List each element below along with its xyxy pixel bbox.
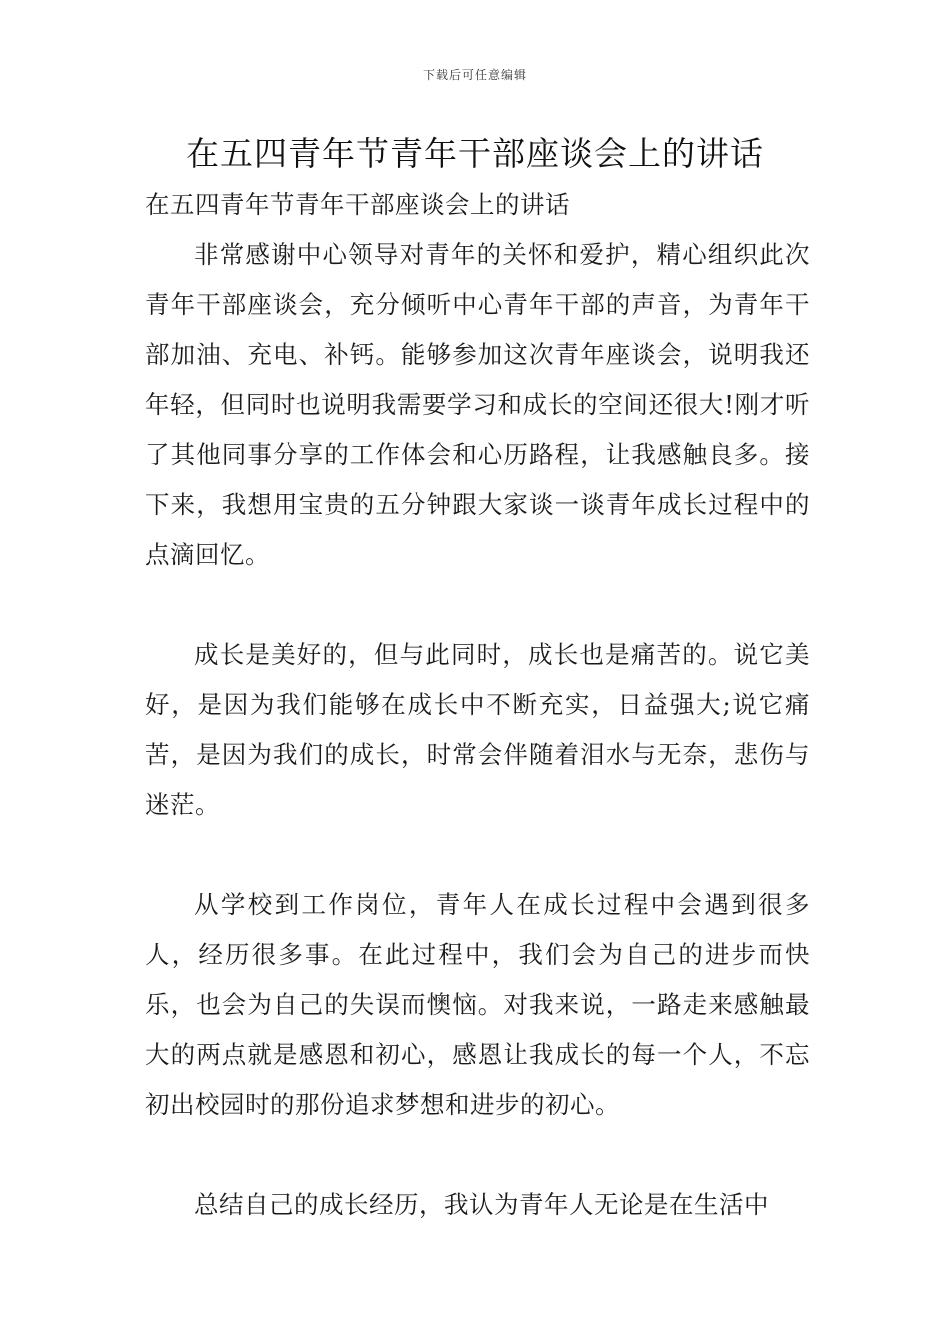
page-title: 在五四青年节青年干部座谈会上的讲话	[186, 134, 764, 173]
paragraph-1: 非常感谢中心领导对青年的关怀和爱护，精心组织此次青年干部座谈会，充分倾听中心青年干部的声音，为青年干部加油、充电、补钙。能够参加这次青年座谈会，说明我还年轻，但同时也说明我需要学习和成长的空间还很大!刚才听了其他同事分享的工作体会和心历路程，让我感触良多。接下来，我想用宝贵的五分钟跟大家谈一谈青年成长过程中的点滴回忆。	[145, 240, 810, 569]
paragraph-2: 成长是美好的，但与此同时，成长也是痛苦的。说它美好，是因为我们能够在成长中不断充实，日益强大;说它痛苦，是因为我们的成长，时常会伴随着泪水与无奈，悲伤与迷茫。	[145, 640, 810, 819]
header-note: 下载后可任意编辑	[422, 68, 527, 82]
paragraph-4: 总结自己的成长经历，我认为青年人无论是在生活中	[194, 1190, 769, 1219]
paragraph-3: 从学校到工作岗位，青年人在成长过程中会遇到很多人，经历很多事。在此过程中，我们会为自己的进步而快乐，也会为自己的失误而懊恼。对我来说，一路走来感触最大的两点就是感恩和初心，感恩让我成长的每一个人，不忘初出校园时的那份追求梦想和进步的初心。	[145, 890, 810, 1119]
document-subtitle: 在五四青年节青年干部座谈会上的讲话	[145, 190, 570, 219]
document-body	[145, 180, 810, 1280]
